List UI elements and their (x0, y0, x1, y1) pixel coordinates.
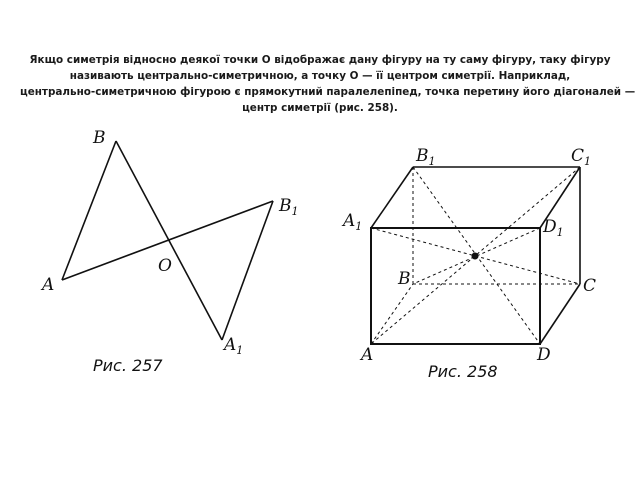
label-b-cube: B (398, 269, 411, 289)
figure-258 (371, 167, 580, 344)
paragraph-line-3: центрально-симетричною фігурою є прямокутний паралелепіпед, точка перетину його діагоналей — (20, 86, 636, 98)
segment-a1-b1 (222, 201, 273, 340)
label-b: B (93, 128, 106, 148)
label-b1: $B_1$ (279, 196, 299, 218)
label-d-cube: D (537, 345, 551, 365)
figure-258-labels (341, 146, 596, 381)
paragraph-line-2: називають центрально-симетричною, а точку О — її центром симетрії. Наприклад, (69, 70, 571, 82)
figure-257 (62, 141, 273, 340)
label-a-cube: A (361, 345, 374, 365)
label-b1-cube: $B_1$ (416, 146, 436, 168)
label-c-cube: C (583, 276, 597, 296)
edge-a-b (371, 284, 413, 344)
caption-257: Рис. 257 (93, 356, 163, 375)
center-point (472, 253, 479, 260)
paragraph-line-1: Якщо симетрія відносно деякої точки О відображає дану фігуру на ту саму фігуру, таку фігуру (29, 54, 611, 66)
label-a1: $A_1$ (224, 335, 244, 357)
front-face (371, 228, 540, 344)
label-d1-cube: $D_1$ (543, 217, 564, 239)
edge-a1-b1 (371, 167, 413, 228)
label-a1-cube: $A_1$ (343, 211, 363, 233)
label-c1-cube: $C_1$ (571, 146, 592, 168)
segment-a-b (62, 141, 116, 280)
label-o: O (158, 256, 172, 276)
caption-258: Рис. 258 (428, 362, 498, 381)
label-a: A (42, 275, 55, 295)
figure-257-labels (40, 128, 299, 375)
paragraph-line-4: центр симетрії (рис. 258). (242, 102, 398, 114)
edge-d-c (540, 284, 580, 344)
